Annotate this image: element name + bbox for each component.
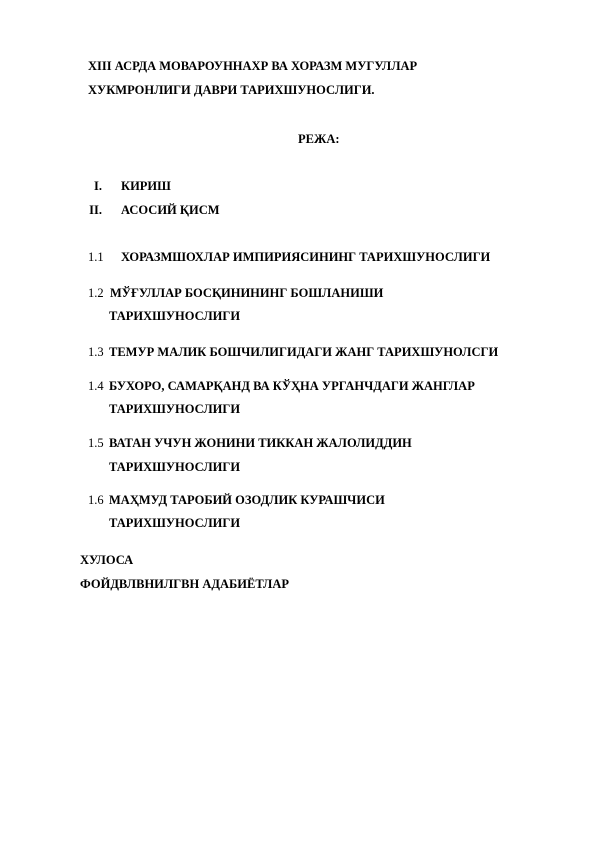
section-1-2-line-1: МЎҒУЛЛАР БОСҚИНИНИНГ БОШЛАНИШИ	[110, 286, 384, 300]
section-1-1-line-1: ХОРАЗМШОХЛАР ИМПИРИЯСИНИНГ ТАРИХШУНОСЛИГИ	[121, 250, 491, 264]
section-1-6-line-2: ТАРИХШУНОСЛИГИ	[109, 516, 241, 530]
section-1-5-line-2: ТАРИХШУНОСЛИГИ	[109, 460, 241, 474]
section-number-1-4: 1.4	[88, 379, 104, 393]
section-number-1-6: 1.6	[88, 493, 104, 507]
roman-number-1: I.	[94, 179, 102, 193]
section-1-4-line-1: БУХОРО, САМАРҚАНД ВА КЎҲНА УРГАНЧДАГИ ЖАНГЛАР	[109, 379, 475, 393]
section-number-1-5: 1.5	[88, 436, 104, 450]
section-1-5-line-1: ВАТАН УЧУН ЖОНИНИ ТИККАН ЖАЛОЛИДДИН	[109, 436, 412, 450]
title-line-1: XIII АСРДА МОВАРОУННАХР ВА ХОРАЗМ МУГУЛЛАР	[88, 59, 418, 73]
roman-number-2: II.	[89, 203, 102, 217]
conclusion-heading: ХУЛОСА	[80, 553, 134, 567]
section-1-3-line-1: ТЕМУР МАЛИК БОШЧИЛИГИДАГИ ЖАНГ ТАРИХШУНОЛСГИ	[109, 345, 499, 359]
title-line-2: ХУКМРОНЛИГИ ДАВРИ ТАРИХШУНОСЛИГИ.	[88, 83, 375, 97]
references-heading: ФОЙДВЛВНИЛГВН АДАБИЁТЛАР	[80, 577, 290, 591]
roman-item-1-text: КИРИШ	[121, 179, 171, 193]
section-1-6-line-1: МАҲМУД ТАРОБИЙ ОЗОДЛИК КУРАШЧИСИ	[109, 493, 385, 507]
section-1-2-line-2: ТАРИХШУНОСЛИГИ	[109, 309, 241, 323]
section-number-1-2: 1.2	[88, 286, 104, 300]
section-number-1-1: 1.1	[88, 250, 104, 264]
plan-heading: РЕЖА:	[298, 132, 340, 146]
section-number-1-3: 1.3	[88, 345, 104, 359]
roman-item-2-text: АСОСИЙ ҚИСМ	[121, 203, 220, 217]
section-1-4-line-2: ТАРИХШУНОСЛИГИ	[109, 402, 241, 416]
